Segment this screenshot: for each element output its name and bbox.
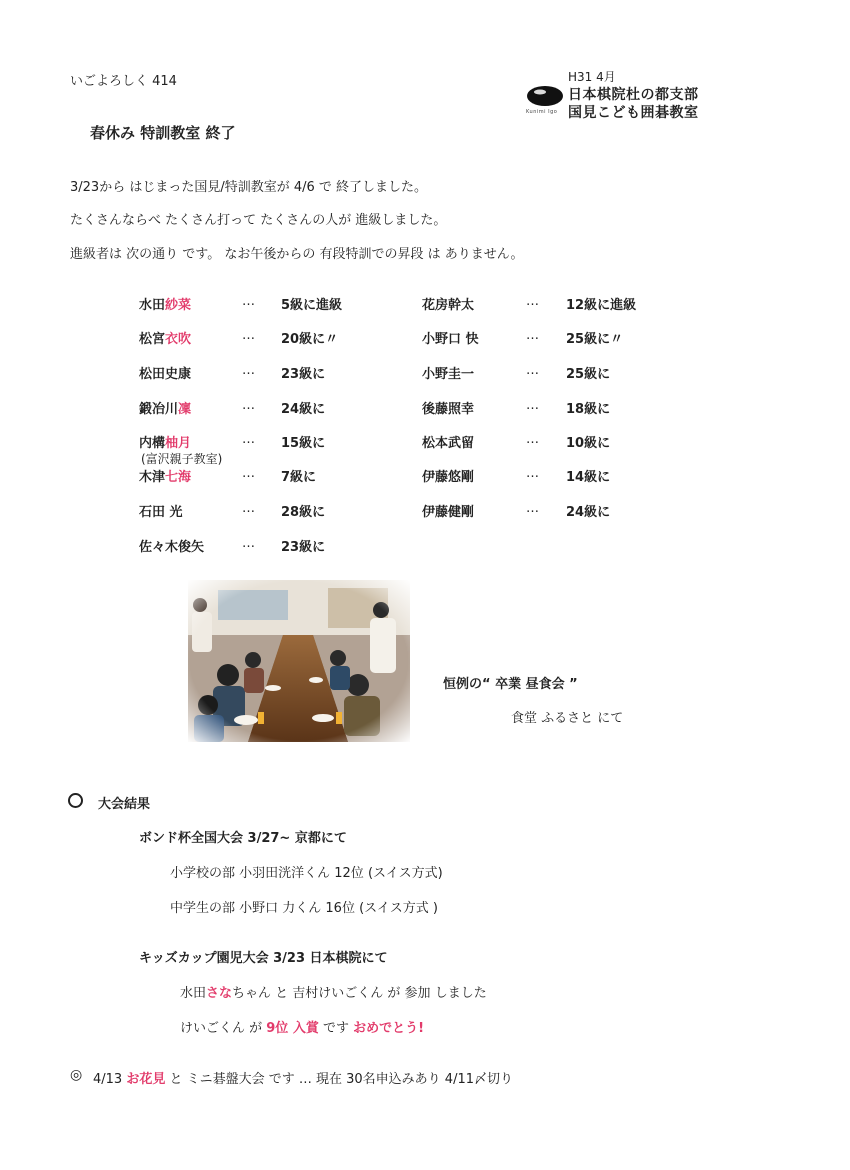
go-stone-logo-icon: [526, 85, 564, 107]
leader-dots: …: [526, 466, 539, 481]
circle-bullet-icon: [68, 793, 83, 808]
promotion-left-name: 水田紗菜: [139, 298, 192, 313]
promotion-right-grade: 18級に: [566, 402, 611, 417]
org-name-line2: 国見こども囲碁教室: [568, 105, 699, 121]
promotion-right-grade: 24級に: [566, 505, 611, 520]
kids-cup-participants: 水田さなちゃん と 吉村けいごくん が 参加 しました: [180, 986, 487, 1001]
leader-dots: …: [526, 501, 539, 516]
leader-dots: …: [526, 398, 539, 413]
graduation-lunch-photo: [188, 580, 410, 742]
leader-dots: …: [242, 294, 255, 309]
leader-dots: …: [242, 501, 255, 516]
promotion-left-grade: 15級に: [281, 436, 326, 451]
organization-logo-block: [522, 68, 722, 120]
results-heading: 大会結果: [98, 797, 151, 812]
kids-cup-award: けいごくん が 9位 入賞 です おめでとう!: [180, 1021, 425, 1036]
promotion-right-name: 伊藤健剛: [422, 505, 475, 520]
promotion-right-name: 小野圭一: [422, 367, 475, 382]
promotion-left-name: 松田史康: [139, 367, 192, 382]
logo-text: Kunimi Igo: [526, 109, 558, 115]
leader-dots: …: [242, 363, 255, 378]
promotion-right-grade: 25級に〃: [566, 332, 624, 347]
promotion-right-name: 後藤照幸: [422, 402, 475, 417]
promotion-left-grade: 20級に〃: [281, 332, 339, 347]
middle-school-division-result: 中学生の部 小野口 力くん 16位 (スイス方式 ): [170, 901, 438, 916]
leader-dots: …: [242, 466, 255, 481]
newsletter-title: いごよろしく 414: [70, 74, 177, 89]
intro-paragraph-2: たくさんならべ たくさん打って たくさんの人が 進級しました。: [70, 213, 447, 228]
org-name-line1: 日本棋院杜の都支部: [568, 87, 699, 103]
promotion-left-grade: 7級に: [281, 470, 317, 485]
promotion-note: (富沢親子教室): [141, 452, 223, 466]
leader-dots: …: [242, 398, 255, 413]
leader-dots: …: [242, 432, 255, 447]
leader-dots: …: [242, 328, 255, 343]
elementary-division-result: 小学校の部 小羽田洸洋くん 12位 (スイス方式): [170, 866, 443, 881]
promotion-left-name: 鍛冶川凜: [139, 402, 192, 417]
promotion-left-grade: 24級に: [281, 402, 326, 417]
issue-date: H31 4月: [568, 70, 616, 84]
promotion-left-name: 石田 光: [139, 505, 183, 520]
bond-cup-heading: ボンド杯全国大会 3/27~ 京都にて: [139, 831, 347, 846]
promotion-left-grade: 23級に: [281, 367, 326, 382]
promotion-right-grade: 12級に進級: [566, 298, 637, 313]
promotion-right-name: 松本武留: [422, 436, 475, 451]
promotion-right-name: 花房幹太: [422, 298, 475, 313]
intro-paragraph-1: 3/23から はじまった国見/特訓教室が 4/6 で 終了しました。: [70, 180, 428, 195]
promotion-right-name: 小野口 快: [422, 332, 479, 347]
leader-dots: …: [526, 432, 539, 447]
kids-cup-heading: キッズカップ園児大会 3/23 日本棋院にて: [139, 951, 388, 966]
double-circle-bullet-icon: ◎: [70, 1067, 83, 1083]
promotion-left-name: 木津七海: [139, 470, 192, 485]
promotion-left-grade: 5級に進級: [281, 298, 343, 313]
promotion-left-name: 松宮衣吹: [139, 332, 192, 347]
promotion-left-name: 佐々木俊矢: [139, 540, 205, 555]
leader-dots: …: [526, 328, 539, 343]
leader-dots: …: [242, 536, 255, 551]
photo-caption-line2: 食堂 ふるさと にて: [511, 711, 624, 726]
photo-caption-line1: 恒例の“ 卒業 昼食会 ”: [443, 677, 578, 692]
hanami-announcement: 4/13 お花見 と ミニ碁盤大会 です … 現在 30名申込みあり 4/11〆切り: [93, 1072, 514, 1087]
promotion-left-grade: 23級に: [281, 540, 326, 555]
leader-dots: …: [526, 294, 539, 309]
intro-paragraph-3: 進級者は 次の通り です。 なお午後からの 有段特訓での昇段 は ありません。: [70, 247, 524, 262]
promotion-right-name: 伊藤悠剛: [422, 470, 475, 485]
promotion-right-grade: 14級に: [566, 470, 611, 485]
promotion-right-grade: 10級に: [566, 436, 611, 451]
promotion-left-grade: 28級に: [281, 505, 326, 520]
leader-dots: …: [526, 363, 539, 378]
article-title: 春休み 特訓教室 終了: [90, 124, 236, 142]
promotion-left-name: 内構柚月: [139, 436, 192, 451]
promotion-right-grade: 25級に: [566, 367, 611, 382]
